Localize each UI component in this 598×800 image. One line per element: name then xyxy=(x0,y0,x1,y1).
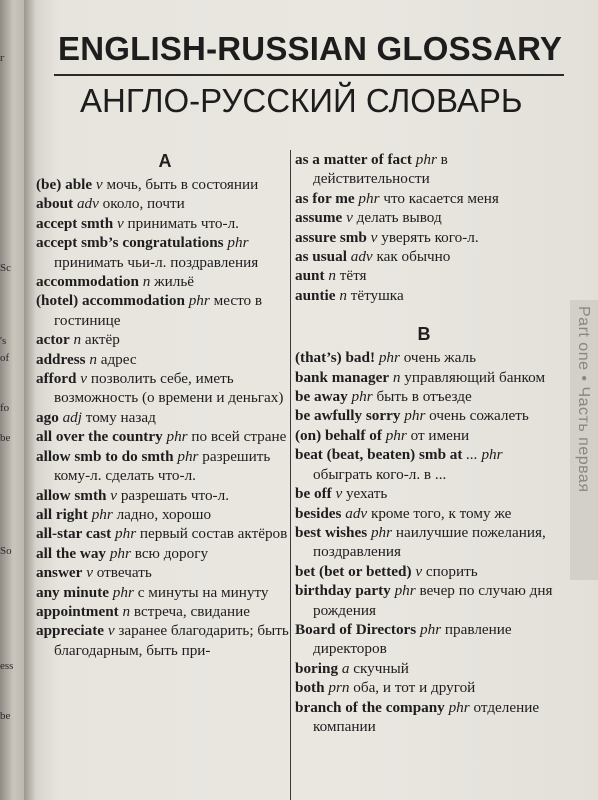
entry-translation: всю дорогу xyxy=(134,544,209,562)
entry-part-of-speech: phr xyxy=(351,388,373,406)
entry-part-of-speech: phr xyxy=(404,407,426,425)
glossary-page xyxy=(24,0,598,800)
glossary-entry xyxy=(295,659,553,678)
entry-part-of-speech: n xyxy=(73,331,82,349)
section-letter-b: B xyxy=(417,324,431,345)
glossary-entry xyxy=(36,583,294,602)
entry-translation: жильё xyxy=(154,273,194,291)
entry-translation: кроме того, к тому же xyxy=(370,504,512,522)
section-letter-a: A xyxy=(158,151,172,171)
entry-part-of-speech: phr xyxy=(415,151,437,168)
entry-term: bet (bet or betted) xyxy=(295,562,412,580)
glossary-entry xyxy=(295,286,553,305)
entry-term: besides xyxy=(295,504,342,522)
entry-translation: тётушка xyxy=(350,286,404,304)
entries-list-b xyxy=(295,348,553,736)
entry-term: (hotel) accommodation xyxy=(36,292,185,310)
previous-page-edge xyxy=(0,0,24,800)
entry-term: best wishes xyxy=(295,523,368,541)
entry-term: address xyxy=(36,350,86,368)
glossary-entry xyxy=(36,233,294,272)
entry-translation: отвечать xyxy=(96,564,152,582)
entry-term: (on) behalf of xyxy=(295,426,382,444)
glossary-entry xyxy=(295,581,553,620)
entry-translation: отделение компании xyxy=(313,698,540,735)
glossary-entry xyxy=(295,562,553,581)
entry-part-of-speech: n xyxy=(339,286,347,304)
entry-term: branch of the company xyxy=(295,698,445,716)
entry-translation: тётя xyxy=(339,267,367,285)
entry-part-of-speech: ... phr xyxy=(466,446,503,464)
entry-part-of-speech: adv xyxy=(350,248,373,266)
entry-part-of-speech: phr xyxy=(370,523,393,541)
entry-translation: позволить себе, иметь возможность (о времени и деньгах) xyxy=(54,370,284,407)
glossary-entry xyxy=(295,484,553,503)
entry-part-of-speech: v xyxy=(415,562,423,580)
entry-translation: как обычно xyxy=(376,248,451,266)
entry-translation: разрешать что-л. xyxy=(120,486,229,504)
entry-translation: разрешить кому-л. сделать что-л. xyxy=(54,447,271,485)
glossary-entry xyxy=(295,208,553,227)
glossary-entry xyxy=(36,350,294,369)
glossary-entry xyxy=(36,524,294,543)
entry-part-of-speech: phr xyxy=(420,620,442,638)
entry-part-of-speech: n xyxy=(328,267,336,285)
entry-term: ago xyxy=(36,408,59,426)
previous-page-text-fragment: be xyxy=(0,710,11,722)
entry-translation: мочь, быть в состоянии xyxy=(106,176,259,193)
left-column xyxy=(36,150,294,660)
glossary-entry xyxy=(295,445,553,484)
previous-page-text-fragment: г xyxy=(0,52,5,64)
previous-page-text-fragment: So xyxy=(0,545,12,557)
entry-part-of-speech: v xyxy=(95,176,103,193)
right-column xyxy=(295,150,553,736)
glossary-entry xyxy=(36,427,294,446)
entry-part-of-speech: adj xyxy=(62,408,82,426)
glossary-entry xyxy=(295,348,553,367)
entry-translation: уехать xyxy=(346,485,388,503)
entry-translation: что касается меня xyxy=(383,189,499,207)
entry-translation: первый состав актёров xyxy=(139,525,288,543)
entry-part-of-speech: v xyxy=(110,486,118,504)
glossary-entry xyxy=(36,214,294,233)
glossary-entry xyxy=(36,272,294,291)
entry-term: be awfully sorry xyxy=(295,407,401,425)
entry-part-of-speech: v xyxy=(335,485,343,503)
page-gutter-shadow xyxy=(24,0,36,800)
glossary-entry xyxy=(295,406,553,425)
glossary-entry xyxy=(36,369,294,408)
entry-part-of-speech: a xyxy=(341,659,350,677)
entry-translation: место в гостинице xyxy=(54,292,263,329)
glossary-entry xyxy=(36,447,294,486)
entry-term: accept smb’s congratulations xyxy=(36,234,224,252)
glossary-entry xyxy=(36,544,294,563)
glossary-entry xyxy=(295,368,553,387)
previous-page-text-fragment: 's xyxy=(0,335,7,347)
entry-term: allow smth xyxy=(36,486,107,504)
entry-part-of-speech: v xyxy=(107,622,115,640)
entry-translation: спорить xyxy=(425,562,478,580)
entry-part-of-speech: v xyxy=(370,228,378,246)
entry-translation: тому назад xyxy=(85,408,156,426)
entry-term: as for me xyxy=(295,189,355,207)
glossary-entry xyxy=(295,247,553,266)
entry-translation: принимать чьи-л. поздравления xyxy=(54,253,259,271)
glossary-entry xyxy=(295,523,553,562)
entry-part-of-speech: adv xyxy=(76,195,99,213)
previous-page-text-fragment: Sc xyxy=(0,262,11,274)
entry-translation: быть в отъезде xyxy=(376,388,472,406)
entry-term: all the way xyxy=(36,544,107,562)
glossary-entry xyxy=(36,486,294,505)
glossary-entry xyxy=(36,563,294,582)
entry-translation: очень жаль xyxy=(403,349,477,367)
entry-translation: встреча, свидание xyxy=(133,602,250,620)
entry-translation: принимать что-л. xyxy=(127,214,239,232)
entries-list-a xyxy=(36,175,294,660)
entry-translation: в действительности xyxy=(313,151,448,188)
entry-part-of-speech: phr xyxy=(378,349,400,367)
glossary-entry xyxy=(295,150,553,189)
entry-term: auntie xyxy=(295,286,336,304)
entry-translation: управляющий банком xyxy=(404,368,546,386)
entry-term: boring xyxy=(295,659,339,677)
glossary-entry xyxy=(36,621,294,660)
entry-translation: заранее благодарить; быть благодарным, быть при- xyxy=(54,622,289,659)
entry-part-of-speech: phr xyxy=(109,544,131,562)
entry-term: be off xyxy=(295,485,332,503)
side-tab-label: Part one • Часть первая xyxy=(575,306,592,493)
entry-translation: наилучшие пожелания, поздравления xyxy=(313,523,546,561)
entry-part-of-speech: phr xyxy=(112,583,134,601)
entry-term: as usual xyxy=(295,248,347,266)
glossary-entry xyxy=(295,387,553,406)
entry-part-of-speech: phr xyxy=(188,292,210,310)
previous-page-text-fragment: of xyxy=(0,352,10,364)
glossary-entry xyxy=(36,194,294,213)
glossary-entry xyxy=(295,678,553,697)
entry-part-of-speech: adv xyxy=(345,504,368,522)
entry-term: allow smb to do smth xyxy=(36,447,174,465)
entry-term: accommodation xyxy=(36,273,139,291)
glossary-entry xyxy=(36,505,294,524)
entries-list-a-continued xyxy=(295,150,553,305)
entry-term: accept smth xyxy=(36,214,114,232)
section-gap xyxy=(295,305,553,323)
entry-term: assure smb xyxy=(295,228,367,246)
entry-term: be away xyxy=(295,388,348,406)
entry-translation: делать вывод xyxy=(356,209,442,227)
entry-term: all over the country xyxy=(36,428,163,446)
entry-translation: от имени xyxy=(410,426,470,444)
glossary-entry xyxy=(295,620,553,659)
glossary-entry xyxy=(36,602,294,621)
previous-page-text-fragment: be xyxy=(0,432,11,444)
entry-part-of-speech: phr xyxy=(177,447,199,465)
entry-part-of-speech: v xyxy=(346,209,353,227)
glossary-entry xyxy=(36,408,294,427)
entry-translation: скучный xyxy=(353,659,409,677)
entry-part-of-speech: v xyxy=(116,214,124,232)
entry-term: afford xyxy=(36,370,77,388)
entry-part-of-speech: phr xyxy=(166,428,188,446)
entry-term: appreciate xyxy=(36,622,105,640)
entry-part-of-speech: phr xyxy=(448,698,470,716)
column-divider xyxy=(290,150,291,800)
entry-part-of-speech: phr xyxy=(394,582,416,600)
entry-part-of-speech: n xyxy=(142,273,151,291)
entry-part-of-speech: n xyxy=(122,602,131,620)
entry-part-of-speech: phr xyxy=(115,525,137,543)
entry-part-of-speech: n xyxy=(89,350,97,368)
entry-term: any minute xyxy=(36,583,109,601)
title-divider-rule xyxy=(54,74,564,76)
entry-translation: по всей стране xyxy=(191,428,287,446)
entry-part-of-speech: phr xyxy=(227,234,249,252)
entry-part-of-speech: v xyxy=(86,564,93,582)
page-title-russian: АНГЛО-РУССКИЙ СЛОВАРЬ xyxy=(80,82,523,119)
glossary-entry xyxy=(36,175,294,194)
entry-term: (be) able xyxy=(36,176,93,193)
entry-translation: очень сожалеть xyxy=(429,407,529,425)
entry-translation: оба, и тот и другой xyxy=(353,679,476,697)
entry-translation: около, почти xyxy=(102,195,185,213)
entry-term: actor xyxy=(36,331,70,349)
entry-part-of-speech: phr xyxy=(91,505,113,523)
entry-term: both xyxy=(295,679,325,697)
entry-term: bank manager xyxy=(295,368,390,386)
entry-part-of-speech: n xyxy=(392,368,401,386)
entry-term: aunt xyxy=(295,267,325,285)
entry-term: all-star cast xyxy=(36,525,112,543)
entry-term: about xyxy=(36,195,74,213)
glossary-entry xyxy=(36,291,294,330)
entry-term: all right xyxy=(36,505,88,523)
glossary-entry xyxy=(295,266,553,285)
side-tab xyxy=(570,300,598,580)
entry-term: assume xyxy=(295,209,343,227)
entry-translation: уверять кого-л. xyxy=(381,228,479,246)
glossary-entry xyxy=(295,426,553,445)
entry-part-of-speech: prn xyxy=(328,679,350,697)
entry-translation: адрес xyxy=(100,350,137,368)
entry-part-of-speech: phr xyxy=(385,426,407,444)
entry-translation: ладно, хорошо xyxy=(116,505,212,523)
entry-part-of-speech: phr xyxy=(358,189,380,207)
entry-part-of-speech: v xyxy=(80,370,88,388)
previous-page-text-fragment: ess xyxy=(0,660,14,672)
entry-term: Board of Directors xyxy=(295,620,417,638)
entry-term: (that’s) bad! xyxy=(295,349,376,367)
glossary-entry xyxy=(295,189,553,208)
entry-translation: правление директоров xyxy=(313,620,512,658)
glossary-entry xyxy=(295,504,553,523)
entry-term: appointment xyxy=(36,602,119,620)
previous-page-text-fragment: fo xyxy=(0,402,10,414)
glossary-entry xyxy=(295,698,553,737)
entry-translation: актёр xyxy=(84,331,120,349)
entry-term: as a matter of fact xyxy=(295,151,412,168)
entry-term: birthday party xyxy=(295,582,391,600)
glossary-entry xyxy=(36,330,294,349)
page-title-english: ENGLISH-RUSSIAN GLOSSARY xyxy=(58,30,563,67)
glossary-entry xyxy=(295,228,553,247)
entry-term: answer xyxy=(36,564,83,582)
entry-translation: вечер по случаю дня рождения xyxy=(313,582,553,619)
entry-term: beat (beat, beaten) smb at xyxy=(295,446,463,464)
entry-translation: с минуты на минуту xyxy=(137,583,269,601)
entry-translation: обыграть кого-л. в ... xyxy=(313,465,447,483)
